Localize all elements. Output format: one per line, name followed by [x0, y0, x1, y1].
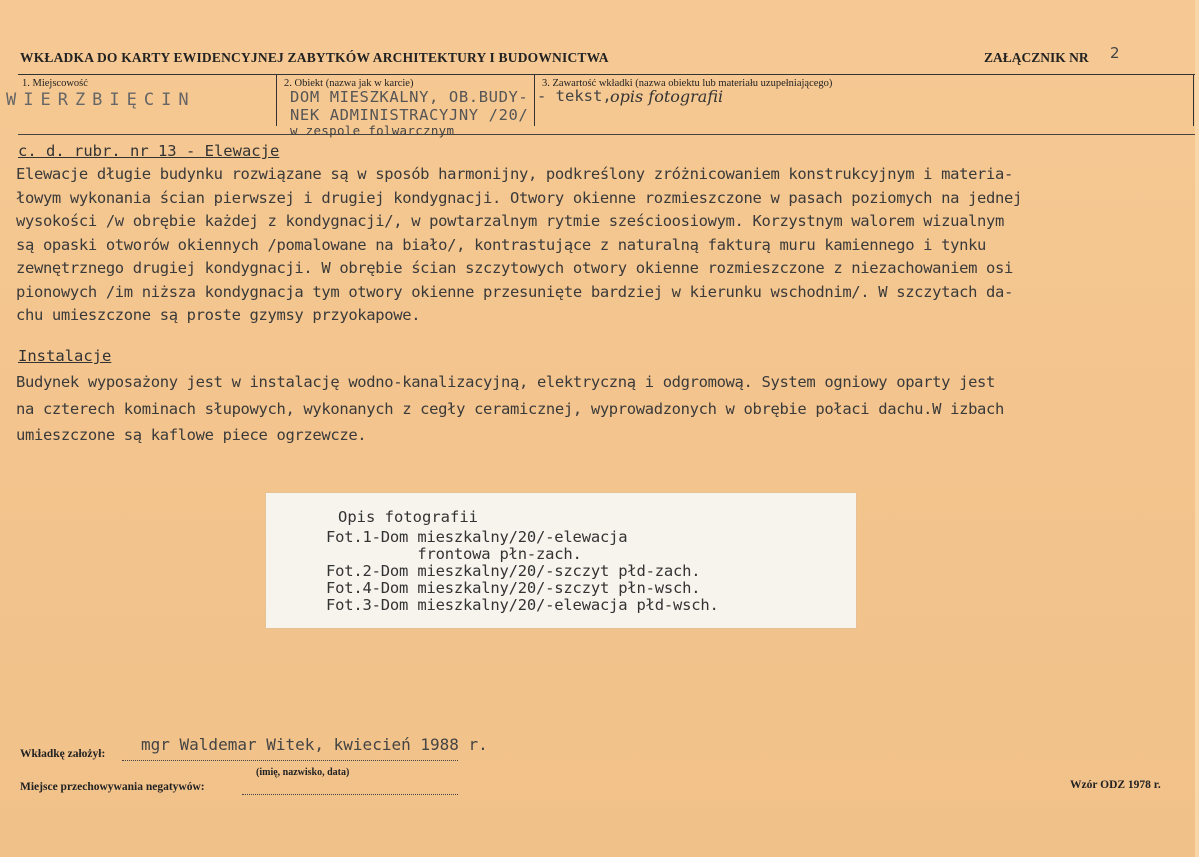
- storage-label: Miejsce przechowywania negatywów:: [20, 781, 205, 793]
- text-line: na czterech kominach słupowych, wykonanych z cegły ceramicznej, wyprowadzonych w obrębie połaci dachu.W izbach: [16, 399, 1004, 418]
- section-heading: [18, 142, 279, 160]
- text-line: pionowych /im niższa kondygnacja tym otwory okienne przesunięte bardziej w kierunku wschodnim/. W szczytach da-: [16, 282, 1013, 301]
- photo-description-slip: [266, 493, 856, 628]
- field-divider-3: [1193, 74, 1194, 126]
- field-divider-1: [276, 74, 277, 126]
- text-line: są opaski otworów okiennych /pomalowane na biało/, kontrastujące z naturalną fakturą muru kamiennego i tynku: [16, 235, 987, 254]
- text-line: Elewacje długie budynku rozwiązane są w sposób harmonijny, podkreślony zróżnicowaniem konstrukcyjnym i materia-: [16, 165, 1013, 183]
- form-title: WKŁADKA DO KARTY EWIDENCYJNEJ ZABYTKÓW ARCHITEKTURY I BUDOWNICTWA: [20, 50, 609, 65]
- field-3-handwritten: opis fotografii: [610, 87, 724, 106]
- founded-value: mgr Waldemar Witek, kwiecień 1988 r.: [141, 735, 488, 754]
- photo-line: Fot.4-Dom mieszkalny/20/-szczyt płn-wsch.: [326, 579, 701, 597]
- text-line: wysokości /w obrębie każdej z kondygnacji/, w powtarzalnym rytmie sześcioosiowym. Korzystnym walorem wizualnym: [16, 212, 1004, 230]
- photo-line: Fot.1-Dom mieszkalny/20/-elewacja: [326, 528, 628, 546]
- header-rule: [18, 74, 1195, 75]
- section-prefix: c. d. rubr. nr 13 -: [18, 142, 205, 160]
- photo-line: Fot.3-Dom mieszkalny/20/-elewacja płd-wsch.: [326, 596, 719, 614]
- template-label: Wzór ODZ 1978 r.: [1070, 779, 1161, 791]
- attachment-label: ZAŁĄCZNIK NR: [984, 50, 1089, 65]
- text-line: łowym wykonania ścian pierwszej i drugiej kondygnacji. Otwory okienne rozmieszczone w pasach poziomych na jednej: [16, 188, 1022, 207]
- text-line: Budynek wyposażony jest w instalację wodno-kanalizacyjną, elektryczną i odgromową. System ogniowy oparty jest: [16, 373, 996, 391]
- attachment-number: 2: [1110, 44, 1120, 62]
- field-1-value: WIERZBIĘCIN: [6, 90, 196, 110]
- field-2-label: 2. Obiekt (nazwa jak w karcie): [284, 78, 414, 89]
- elevations-text: [16, 163, 1196, 328]
- storage-dotted-line: [242, 794, 458, 795]
- photo-line: Fot.2-Dom mieszkalny/20/-szczyt płd-zach.: [326, 562, 701, 580]
- field-2-subtitle: w zespole folwarcznym: [290, 123, 455, 138]
- text-line: chu umieszczone są proste gzymsy przyokapowe.: [16, 306, 421, 324]
- photo-list: [326, 529, 719, 614]
- installations-text: [16, 369, 1196, 449]
- field-2-value: [290, 88, 540, 124]
- field-3-value: - tekst,: [537, 87, 612, 105]
- text-line: zewnętrznego drugiej kondygnacji. W obrębie ścian szczytowych otwory okienne rozmieszczone z niezachowaniem osi: [16, 259, 1013, 277]
- installations-heading: Instalacje: [18, 347, 112, 365]
- field-2-value-line1: DOM MIESZKALNY, OB.BUDY-: [290, 88, 529, 106]
- section-title: Elewacje: [204, 142, 280, 160]
- photo-title: Opis fotografii: [338, 508, 478, 526]
- field-2-value-line2: NEK ADMINISTRACYJNY /20/: [290, 106, 529, 124]
- founded-dotted-line: [122, 760, 458, 761]
- field-3-label: 3. Zawartość wkładki (nazwa obiektu lub materiału uzupełniającego): [542, 78, 833, 89]
- founded-label: Wkładkę założył:: [20, 748, 106, 760]
- field-1-label: 1. Miejscowość: [22, 78, 88, 89]
- paper-edge: [1195, 0, 1199, 857]
- fields-rule: [18, 134, 1195, 135]
- text-line: umieszczone są kaflowe piece ogrzewcze.: [16, 426, 367, 444]
- founded-hint: (imię, nazwisko, data): [256, 767, 350, 778]
- photo-line: frontowa płn-zach.: [326, 545, 582, 563]
